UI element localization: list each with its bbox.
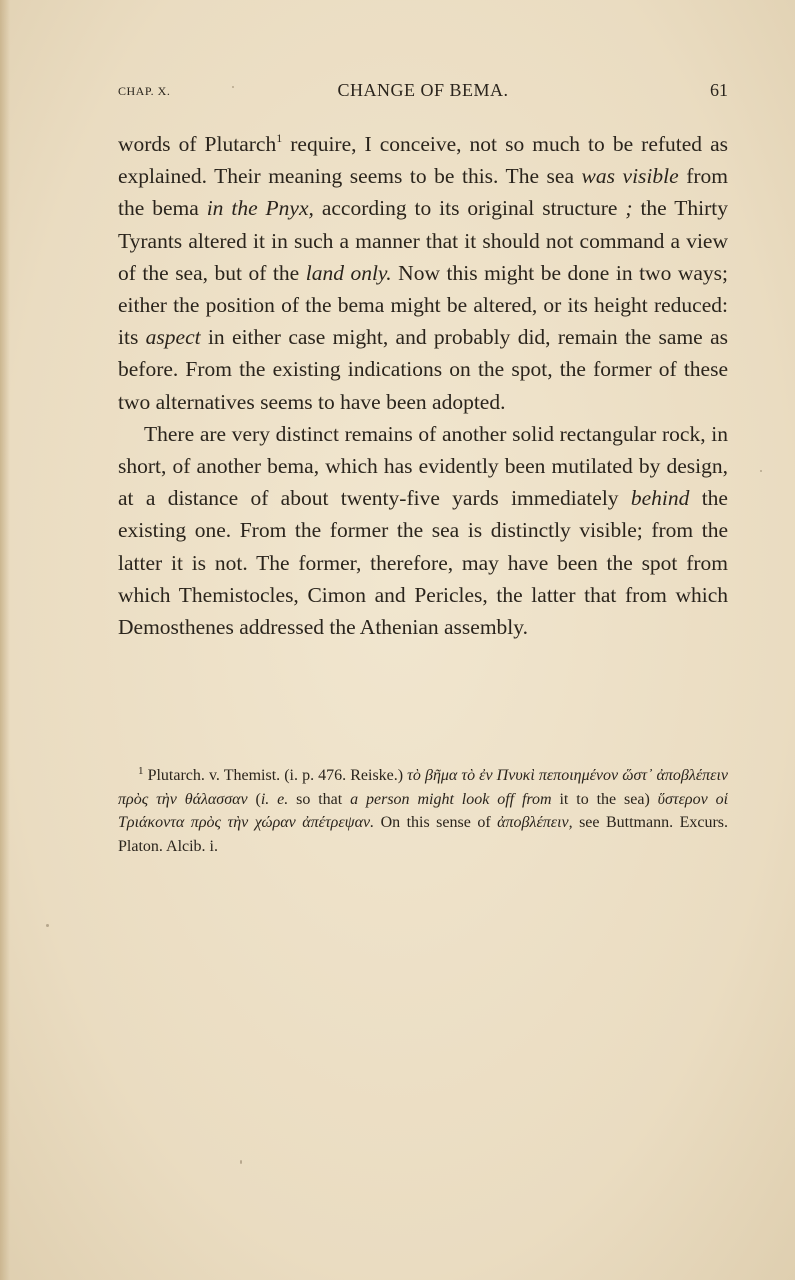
text-run: On this sense of [374,814,498,831]
footnote-marker: 1 [276,131,283,145]
text-run: Plutarch. v. Themist. (i. p. 476. Reiske.) [143,767,408,784]
paper-speck [240,1160,242,1164]
paragraph-1 [118,128,728,418]
binding-edge [0,0,10,1280]
text-run: it to the sea) [551,790,658,808]
body-text [118,128,728,643]
paper-speck [232,86,234,88]
text-run: the Thirty Tyrants altered it in such a manner that it should not command a view of the sea, but of the [118,196,729,285]
text-run: require, I conceive, not so much to be refuted as explained. Their meaning seems to be this. The sea [118,132,728,189]
italic-text: was visible [581,164,679,189]
italic-text: ; [625,196,633,221]
chapter-label: CHAP. X. [118,84,171,98]
paper-speck [46,924,49,927]
footnote-1 [118,764,728,858]
text-run: see Buttmann. Excurs. Platon. Alcib. i. [118,814,729,855]
page-title: CHANGE OF BEMA. [337,80,509,100]
italic-text: ἀποβλέπειν, [497,814,573,831]
italic-text: ὕστερον οἱ Τριάκοντα πρὸς τὴν χώραν ἀπέτρεψαν. [118,790,729,831]
text-run: Now this might be done in two ways; either the position of the bema might be altered, or its height reduced: its [118,260,729,350]
italic-text: aspect [145,325,201,350]
text-run: words of Plutarch [118,132,277,156]
text-run: in either case might, and probably did, remain the same as before. From the existing indications on the spot, the former of these two alternatives seems to have been adopted. [118,325,728,414]
text-run: according to its original structure [313,196,626,221]
paper-speck [760,470,762,472]
italic-text: i. e. [260,790,289,808]
text-run: so that [288,790,351,808]
text-run: from the bema [118,164,728,221]
italic-text: in the Pnyx, [206,196,314,221]
footnotes [118,764,728,858]
italic-text: behind [630,486,690,511]
italic-text: a person might look off from [350,790,552,808]
running-head [118,80,728,106]
page-number: 61 [710,80,728,100]
text-run: ( [247,790,261,808]
footnote-marker: 1 [138,765,144,777]
italic-text: τὸ βῆμα τὸ ἐν Πνυκὶ πεποιημένον ὥστ᾽ ἀποβλέπειν πρὸς τὴν θάλασσαν [118,767,728,808]
italic-text: land only. [305,260,392,285]
text-run: There are very distinct remains of another solid rectangular rock, in short, of another bema, which has evidently been mutilated by design, at a distance of about twenty-five yards immediately [118,421,728,511]
text-run: the existing one. From the former the sea is distinctly visible; from the latter it is not. The former, therefore, may have been the spot from which Themistocles, Cimon and Pericles, the latter that from which Demosthenes addressed the Athenian assembly. [118,486,728,640]
paragraph-2 [118,418,728,643]
